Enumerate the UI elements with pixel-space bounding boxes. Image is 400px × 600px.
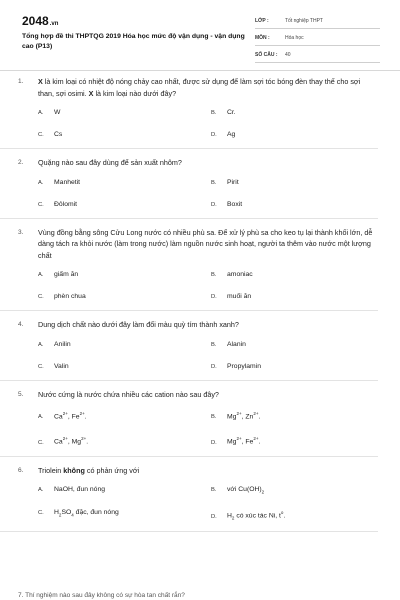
option-letter: C. — [38, 439, 44, 446]
answer-option[interactable] — [211, 409, 384, 422]
answer-option[interactable] — [38, 270, 211, 280]
question-number: 5. — [18, 390, 24, 398]
question-separator — [0, 456, 378, 457]
question-3 — [0, 227, 400, 312]
option-text: $Mg^{2+}$, $Fe^{2+}$. — [227, 436, 261, 446]
question-separator — [0, 380, 378, 381]
option-text: Cr. — [227, 109, 236, 116]
answer-option[interactable] — [38, 508, 211, 523]
option-letter: D. — [211, 201, 217, 208]
logo-text: 2048 — [22, 14, 49, 28]
answer-option[interactable] — [211, 485, 384, 496]
option-letter: A. — [38, 110, 44, 116]
option-text: Valin — [54, 362, 69, 370]
question-text: Vùng đồng bằng sông Cửu Long nước có nhiều phù sa. Để xử lý phù sa cho keo tụ lại thành khối lớn, dễ dàng tách ra khỏi nước (làm trong nước) làm nguồn nước sinh hoạt, người ta thêm vào nước một lượng chất — [38, 227, 373, 260]
option-letter: C. — [38, 510, 44, 517]
question-stem — [0, 227, 378, 262]
option-text: muối ăn — [227, 293, 252, 300]
question-number: 4. — [18, 321, 24, 328]
meta-value: Tốt nghiệp THPT — [285, 18, 323, 24]
option-text: Boxit — [227, 200, 243, 208]
option-text: Propylamin — [227, 362, 261, 370]
answer-option[interactable] — [38, 362, 211, 372]
option-text: phèn chua — [54, 293, 86, 300]
question-text: X là kim loại có nhiệt độ nóng chảy cao nhất, được sử dụng để làm sợi tóc bóng đèn thay thế cho sợi than, sợi osimi. X là kim loại nào dưới đây? — [38, 77, 361, 98]
option-letter: B. — [211, 487, 217, 494]
answer-option[interactable] — [211, 270, 384, 280]
meta-value: Hóa học — [285, 35, 304, 41]
answer-options — [0, 270, 378, 302]
answer-option[interactable] — [211, 434, 384, 447]
option-letter: D. — [211, 439, 217, 446]
option-letter: B. — [211, 414, 217, 421]
option-text: với $Cu(OH)_2$ — [227, 486, 265, 495]
question-text: Quặng nào sau đây dùng để sản xuất nhôm? — [38, 158, 182, 167]
answer-options — [0, 178, 378, 210]
option-text: Anilin — [54, 340, 71, 348]
answer-option[interactable] — [211, 178, 384, 188]
question-separator — [0, 310, 378, 311]
answer-options — [0, 340, 378, 372]
answer-option[interactable] — [211, 108, 384, 118]
option-text: Alanin — [227, 340, 246, 348]
question-6 — [0, 465, 400, 532]
question-1 — [0, 76, 400, 149]
question-text: Dung dịch chất nào dưới đây làm đổi màu quỳ tím thành xanh? — [38, 320, 239, 329]
option-letter: C. — [38, 201, 44, 208]
question-number: 1. — [18, 78, 24, 85]
option-text: Pirit — [227, 178, 239, 186]
meta-label: LỚP : — [255, 18, 269, 24]
question-stem — [0, 389, 378, 401]
option-letter: D. — [211, 294, 217, 300]
option-text: Cs — [54, 131, 63, 138]
question-number: 2. — [18, 159, 24, 166]
answer-option[interactable] — [211, 130, 384, 140]
option-letter: B. — [211, 272, 217, 278]
answer-option[interactable] — [211, 508, 384, 523]
answer-option[interactable] — [38, 340, 211, 350]
question-separator — [0, 218, 378, 219]
answer-option[interactable] — [38, 200, 211, 210]
question-number: 6. — [18, 466, 24, 474]
option-letter: A. — [38, 341, 44, 348]
question-list — [0, 76, 400, 540]
answer-option[interactable] — [211, 292, 384, 302]
cut-off-question: 7. Thí nghiệm nào sau đây không có sự hòa tan chất rắn? — [18, 592, 185, 599]
option-text: $H_2SO_4$ đặc, đun nóng — [54, 509, 119, 518]
logo-suffix: .vn — [49, 21, 59, 27]
option-letter: B. — [211, 110, 217, 116]
answer-options — [0, 409, 378, 448]
meta-row-count — [255, 48, 380, 63]
answer-option[interactable] — [38, 178, 211, 188]
question-text: Triolein không có phản ứng với — [38, 465, 140, 475]
question-stem — [0, 465, 378, 477]
question-2 — [0, 157, 400, 219]
meta-label: SỐ CÂU : — [255, 52, 278, 58]
answer-option[interactable] — [211, 362, 384, 372]
answer-option[interactable] — [38, 434, 211, 447]
question-text: Nước cứng là nước chứa nhiều các cation nào sau đây? — [38, 389, 219, 399]
meta-value: 40 — [285, 52, 291, 58]
option-letter: C. — [38, 132, 44, 138]
answer-option[interactable] — [211, 200, 384, 210]
question-stem — [0, 157, 378, 169]
question-4 — [0, 319, 400, 381]
meta-info — [255, 14, 380, 65]
meta-row-subject — [255, 31, 380, 46]
answer-option[interactable] — [38, 292, 211, 302]
option-text: Đôlomit — [54, 200, 78, 208]
question-5 — [0, 389, 400, 457]
question-separator — [0, 531, 378, 532]
answer-option[interactable] — [38, 108, 211, 118]
option-letter: A. — [38, 414, 44, 421]
option-text: NaOH, đun nóng — [54, 486, 106, 494]
question-stem — [0, 76, 378, 99]
option-letter: A. — [38, 179, 44, 186]
answer-option[interactable] — [38, 409, 211, 422]
option-letter: A. — [38, 487, 44, 494]
option-letter: D. — [211, 363, 217, 370]
header-divider — [0, 70, 400, 71]
option-text: Manhetit — [54, 178, 81, 186]
question-separator — [0, 148, 378, 149]
option-letter: B. — [211, 341, 217, 348]
option-text: amoniac — [227, 271, 253, 278]
meta-label: MÔN : — [255, 35, 270, 41]
answer-option[interactable] — [211, 340, 384, 350]
option-text: $Mg^{2+}$, $Zn^{2+}$. — [227, 411, 261, 421]
answer-option[interactable] — [38, 130, 211, 140]
question-stem — [0, 319, 378, 331]
option-text: $Ca^{2+}$, $Fe^{2+}$. — [54, 411, 87, 421]
answer-options — [0, 108, 378, 140]
question-number: 3. — [18, 228, 24, 236]
document-title: Tổng hợp đề thi THPTQG 2019 Hóa học mức độ vận dụng - vận dụng cao (P13) — [22, 33, 245, 50]
meta-row-class — [255, 14, 380, 29]
option-text: Ag — [227, 131, 236, 138]
option-letter: C. — [38, 363, 44, 370]
option-letter: C. — [38, 294, 44, 300]
option-text: W — [54, 109, 61, 116]
option-letter: A. — [38, 272, 44, 278]
option-text: $Ca^{2+}$, $Mg^{2+}$. — [54, 436, 89, 446]
answer-options — [0, 485, 378, 523]
logo[interactable] — [22, 14, 58, 28]
option-letter: D. — [211, 513, 217, 520]
option-text: giấm ăn — [54, 271, 79, 278]
option-text: $H_2$ có xúc tác Ni, $t^o$. — [227, 510, 286, 522]
answer-option[interactable] — [38, 485, 211, 496]
option-letter: B. — [211, 179, 217, 186]
option-letter: D. — [211, 132, 217, 138]
header — [0, 0, 400, 70]
